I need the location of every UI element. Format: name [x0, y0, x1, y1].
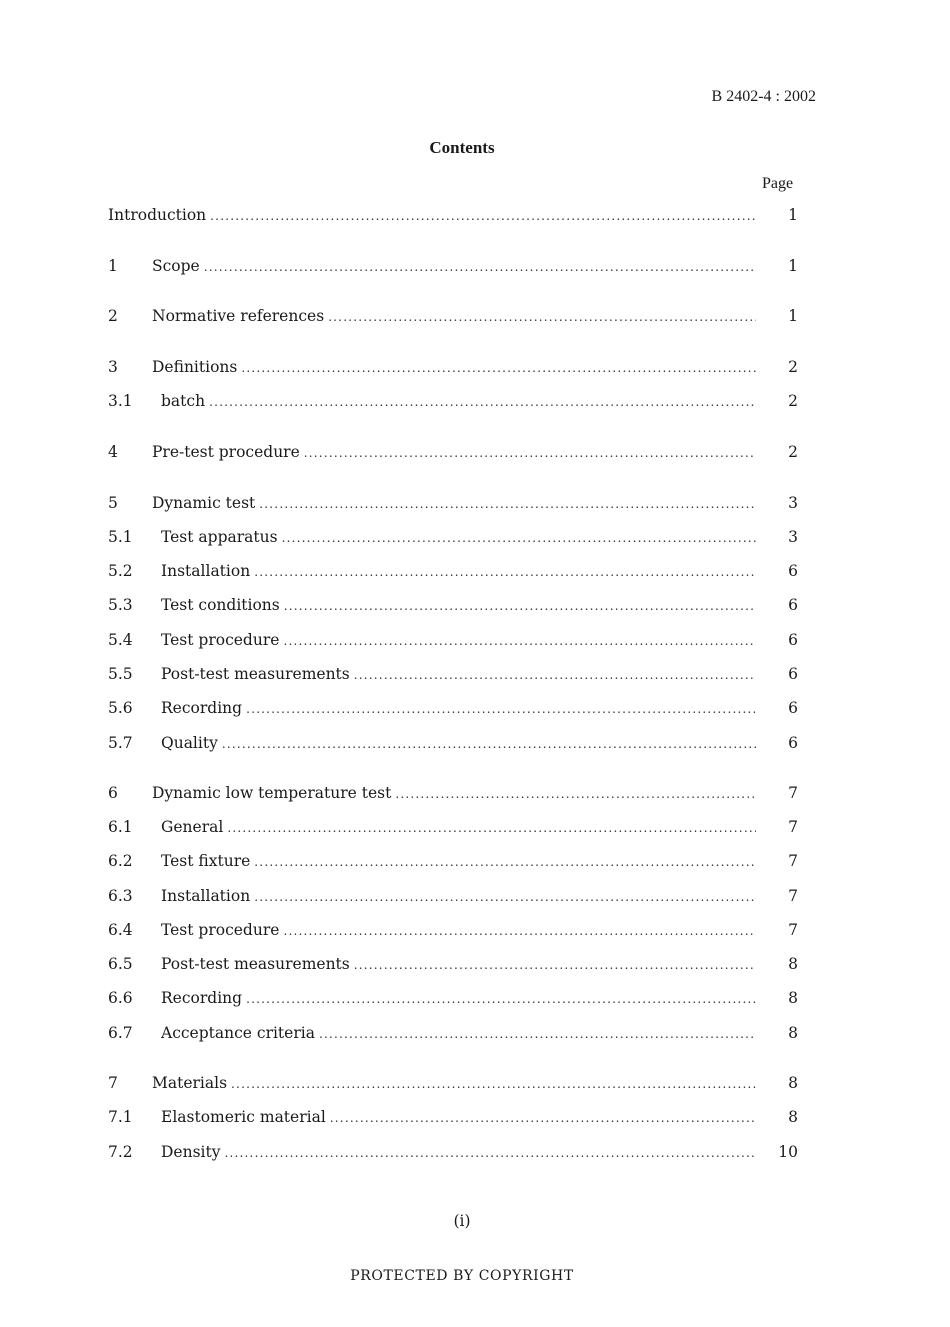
toc-entry[interactable] — [108, 355, 798, 379]
toc-entry-title: Dynamic low temperature test — [152, 784, 392, 802]
toc-entry-number: 3 — [108, 358, 118, 376]
toc-entry-page: 6 — [788, 596, 798, 614]
toc-entry-page: 8 — [788, 955, 798, 973]
toc-entry-number: 6.4 — [108, 921, 133, 939]
toc-entry-number: 6.2 — [108, 852, 133, 870]
toc-entry-page: 6 — [788, 734, 798, 752]
toc-entry[interactable] — [108, 884, 798, 908]
toc-entry-number: 7 — [108, 1074, 118, 1092]
toc-entry-number: 5.1 — [108, 528, 133, 546]
toc-entry-number: 5.7 — [108, 734, 133, 752]
toc-entry-page: 1 — [788, 206, 798, 224]
toc-entry[interactable] — [108, 628, 798, 652]
toc-entry[interactable] — [108, 696, 798, 720]
toc-entry-number: 7.1 — [108, 1108, 133, 1126]
toc-entry-page: 7 — [788, 818, 798, 836]
toc-entry[interactable] — [108, 304, 798, 328]
toc-entry[interactable] — [108, 849, 798, 873]
toc-entry[interactable] — [108, 986, 798, 1010]
toc-entry-number: 6.7 — [108, 1024, 133, 1042]
dot-leader — [241, 356, 756, 380]
toc-entry-page: 7 — [788, 921, 798, 939]
toc-entry-page: 2 — [788, 358, 798, 376]
dot-leader — [330, 1106, 756, 1130]
toc-entry-title: Test conditions — [161, 596, 280, 614]
toc-entry-page: 6 — [788, 562, 798, 580]
dot-leader — [395, 782, 756, 806]
dot-leader — [284, 594, 756, 618]
dot-leader — [283, 919, 756, 943]
toc-entry-number: 6.6 — [108, 989, 133, 1007]
toc-entry-number: 3.1 — [108, 392, 133, 410]
toc-entry-page: 2 — [788, 443, 798, 461]
toc-entry[interactable] — [108, 525, 798, 549]
toc-entry-title: Density — [161, 1143, 221, 1161]
dot-leader — [210, 204, 756, 228]
toc-entry[interactable] — [108, 952, 798, 976]
dot-leader — [231, 1072, 756, 1096]
dot-leader — [246, 697, 756, 721]
toc-entry-page: 6 — [788, 631, 798, 649]
toc-entry[interactable] — [108, 781, 798, 805]
toc-entry-page: 10 — [778, 1143, 798, 1161]
toc-entry[interactable] — [108, 559, 798, 583]
toc-entry[interactable] — [108, 731, 798, 755]
toc-entry-title: Pre-test procedure — [152, 443, 300, 461]
toc-entry-title: Post-test measurements — [161, 665, 350, 683]
dot-leader — [282, 526, 756, 550]
toc-entry[interactable] — [108, 440, 798, 464]
toc-entry-title: batch — [161, 392, 206, 410]
toc-entry-page: 3 — [788, 528, 798, 546]
dot-leader — [254, 885, 756, 909]
toc-entry-title: General — [161, 818, 224, 836]
dot-leader — [304, 441, 756, 465]
toc-entry-title: Definitions — [152, 358, 238, 376]
toc-entry-page: 7 — [788, 852, 798, 870]
dot-leader — [259, 492, 756, 516]
toc-entry-title: Test apparatus — [161, 528, 278, 546]
toc-entry-title: Test fixture — [161, 852, 251, 870]
dot-leader — [354, 953, 756, 977]
toc-entry[interactable] — [108, 1071, 798, 1095]
toc-entry-title: Dynamic test — [152, 494, 256, 512]
toc-entry-page: 1 — [788, 307, 798, 325]
toc-entry[interactable] — [108, 593, 798, 617]
toc-entry-title: Acceptance criteria — [161, 1024, 315, 1042]
toc-entry-number: 5.4 — [108, 631, 133, 649]
toc-entry[interactable] — [108, 1140, 798, 1164]
toc-entry-title: Installation — [161, 887, 251, 905]
toc-entry-title: Installation — [161, 562, 251, 580]
dot-leader — [328, 305, 756, 329]
toc-entry-title: Recording — [161, 989, 243, 1007]
toc-entry-number: 4 — [108, 443, 118, 461]
page-column-heading: Page — [762, 175, 794, 192]
toc-entry-number: 5.2 — [108, 562, 133, 580]
dot-leader — [204, 255, 756, 279]
toc-entry-number: 6.3 — [108, 887, 133, 905]
toc-entry-title: Recording — [161, 699, 243, 717]
toc-entry-number: 7.2 — [108, 1143, 133, 1161]
toc-entry-page: 8 — [788, 1024, 798, 1042]
toc-entry-number: 5 — [108, 494, 118, 512]
toc-entry-page: 8 — [788, 1108, 798, 1126]
toc-entry-title: Post-test measurements — [161, 955, 350, 973]
toc-entry-title: Elastomeric material — [161, 1108, 326, 1126]
toc-entry[interactable] — [108, 918, 798, 942]
toc-entry-title: Test procedure — [161, 631, 280, 649]
dot-leader — [319, 1022, 756, 1046]
toc-entry-number: 6.5 — [108, 955, 133, 973]
toc-entry-number: 5.3 — [108, 596, 133, 614]
toc-entry-page: 6 — [788, 665, 798, 683]
toc-entry[interactable] — [108, 1105, 798, 1129]
toc-entry-title: Normative references — [152, 307, 325, 325]
toc-entry[interactable] — [108, 491, 798, 515]
toc-entry-page: 2 — [788, 392, 798, 410]
toc-entry-number: 5.6 — [108, 699, 133, 717]
toc-entry-page: 6 — [788, 699, 798, 717]
dot-leader — [246, 987, 756, 1011]
toc-entry-page: 8 — [788, 1074, 798, 1092]
dot-leader — [227, 816, 756, 840]
toc-entry-number: 6 — [108, 784, 118, 802]
footer-page-number: (i) — [453, 1212, 471, 1230]
dot-leader — [224, 1141, 756, 1165]
toc-entry-page: 8 — [788, 989, 798, 1007]
dot-leader — [222, 732, 756, 756]
document-reference: B 2402-4 : 2002 — [711, 88, 816, 105]
dot-leader — [283, 629, 756, 653]
toc-entry-title: Materials — [152, 1074, 228, 1092]
toc-entry-number: 6.1 — [108, 818, 133, 836]
toc-entry-number: 5.5 — [108, 665, 133, 683]
toc-entry-title: Introduction — [108, 206, 207, 224]
toc-entry-page: 7 — [788, 887, 798, 905]
toc-entry[interactable] — [108, 254, 798, 278]
toc-entry-title: Test procedure — [161, 921, 280, 939]
toc-entry[interactable] — [108, 389, 798, 413]
toc-entry-number: 1 — [108, 257, 118, 275]
dot-leader — [209, 390, 756, 414]
dot-leader — [354, 663, 756, 687]
toc-entry-number: 2 — [108, 307, 118, 325]
toc-entry-page: 7 — [788, 784, 798, 802]
dot-leader — [254, 560, 756, 584]
copyright-notice: PROTECTED BY COPYRIGHT — [350, 1268, 574, 1284]
dot-leader — [254, 850, 756, 874]
toc-entry-title: Scope — [152, 257, 200, 275]
toc-entry[interactable] — [108, 815, 798, 839]
toc-entry-title: Quality — [161, 734, 218, 752]
toc-entry[interactable] — [108, 203, 798, 227]
toc-entry-page: 1 — [788, 257, 798, 275]
page-title: Contents — [429, 138, 495, 157]
toc-entry[interactable] — [108, 662, 798, 686]
toc-entry-page: 3 — [788, 494, 798, 512]
toc-entry[interactable] — [108, 1021, 798, 1045]
